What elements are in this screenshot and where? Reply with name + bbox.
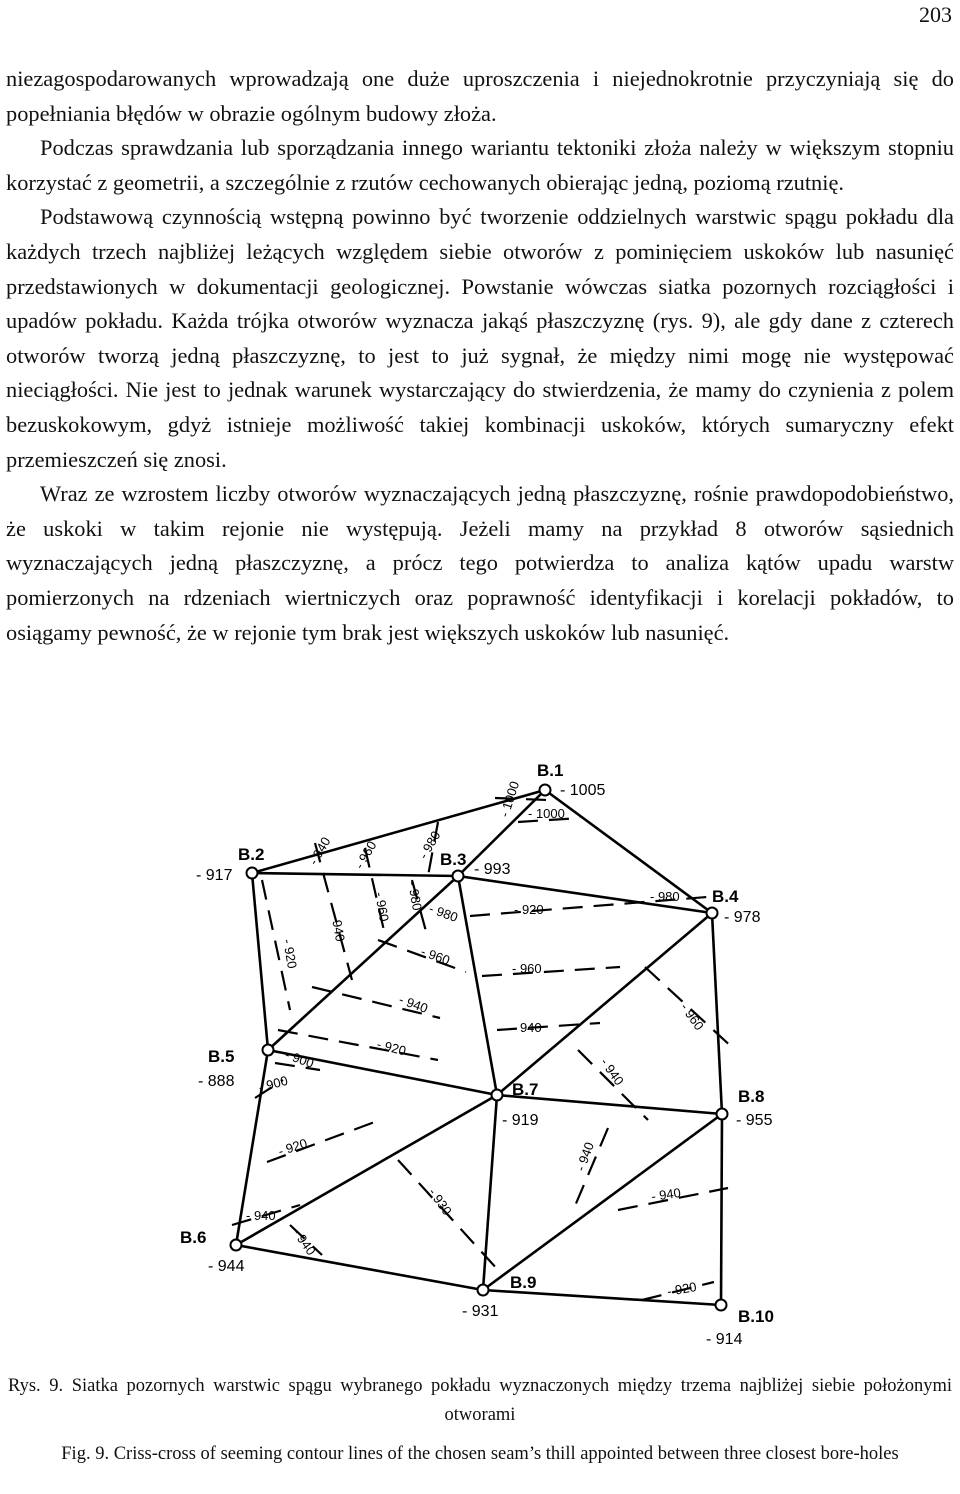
contour-label: - 920 — [514, 902, 544, 917]
borehole-marker — [717, 1109, 728, 1120]
contour-label: - 940 — [572, 1140, 597, 1174]
borehole-name: B.9 — [510, 1273, 537, 1292]
contour-label: - 960 — [351, 838, 380, 872]
borehole-elevation: - 1005 — [560, 782, 606, 799]
contour-label: - 980 — [415, 828, 444, 862]
borehole-marker — [231, 1240, 242, 1251]
borehole-elevation: - 993 — [474, 861, 511, 878]
contour-label: - 1000 — [496, 779, 523, 819]
borehole-name: B.7 — [512, 1080, 539, 1099]
contour-label: - 940 — [246, 1208, 276, 1223]
borehole-name: B.6 — [180, 1228, 207, 1247]
borehole-name: B.10 — [738, 1307, 774, 1326]
borehole-elevation: - 944 — [208, 1258, 245, 1275]
contour-label: - 940 — [512, 1020, 542, 1035]
paragraph: Wraz ze wzrostem liczby otworów wyznaczających jedną płaszczyznę, rośnie prawdopodobieństwo, że uskoki w takim rejonie nie występują. Jeżeli mamy na przykład 8 otworów sąsiednich wyznaczających jedną płaszczyznę, a prócz tego potwierdza to analiza kątów upadu warstw pomierzonych na rdzeniach wiertniczych oraz poprawność identyfikacji i korelacji pokładów, to osiągamy pewność, że w rejonie tym brak jest większych uskoków lub nasunięć. — [6, 481, 954, 645]
contour-label: - 960 — [512, 961, 542, 976]
borehole-elevation: - 978 — [724, 909, 761, 926]
paragraph: niezagospodarowanych wprowadzają one duże uproszczenia i niejednokrotnie przyczyniają się do popełniania błędów w obrazie ogólnym budowy złoża. — [6, 66, 954, 126]
borehole-elevation: - 888 — [198, 1073, 235, 1090]
contour-label: - 940 — [396, 991, 430, 1016]
borehole-marker — [453, 871, 464, 882]
borehole-elevation: - 914 — [706, 1331, 743, 1348]
borehole-name: B.1 — [537, 761, 564, 780]
contour-label: - 960 — [418, 943, 452, 968]
contour-label: - 1000 — [528, 806, 565, 821]
borehole-marker — [263, 1045, 274, 1056]
borehole-elevation: - 919 — [502, 1112, 539, 1129]
contour-label: - 960 — [372, 890, 392, 923]
contour-label: - 940 — [328, 910, 348, 943]
contour-label: - 920 — [276, 1135, 310, 1159]
contour-label: - 960 — [677, 1000, 707, 1034]
contour-label: - 980 — [426, 900, 460, 925]
contour-label: - 900 — [256, 1072, 290, 1095]
borehole-name: B.8 — [738, 1087, 765, 1106]
contour-label: - 980 — [650, 889, 680, 904]
contour-label: - 930 — [425, 1185, 455, 1219]
contour-label: - 920 — [375, 1036, 408, 1059]
contour-label: - 980 — [405, 879, 425, 912]
borehole-marker — [492, 1090, 503, 1101]
borehole-name: B.4 — [712, 887, 739, 906]
contour-label: - 920 — [665, 1279, 698, 1299]
contour-label: - 940 — [650, 1184, 682, 1204]
paragraph: Podczas sprawdzania lub sporządzania innego wariantu tektoniki złoża należy w większym stopniu korzystać z geometrii, a szczególnie z rzutów cechowanych obierając jedną, poziomą rzutnię. — [6, 135, 954, 195]
borehole-marker — [707, 908, 718, 919]
borehole-name: B.5 — [208, 1047, 235, 1066]
borehole-marker — [540, 785, 551, 796]
figure-caption-pl: Rys. 9. Siatka pozornych warstwic spągu wybranego pokładu wyznaczonych między trzema najbliżej siebie położonymi otworami — [8, 1376, 952, 1425]
borehole-contour-figure — [0, 752, 960, 1372]
borehole-elevation: - 931 — [462, 1303, 499, 1320]
page-number: 203 — [919, 2, 952, 27]
body-text — [6, 62, 954, 650]
paragraph: Podstawową czynnością wstępną powinno być tworzenie oddzielnych warstwic spągu pokładu dla każdych trzech najbliżej leżących względem siebie otworów z pominięciem uskoków lub nasunięć przedstawionych w dokumentacji geologicznej. Powstanie wówczas siatka pozornych rozciągłości i upadów pokładu. Każda trójka otworów wyznacza jakąś płaszczyznę (rys. 9), ale gdy dane z czterech otworów tworzą jedną płaszczyznę, to jest to już sygnał, że między nimi mogę nie występować nieciągłości. Nie jest to jednak warunek wystarczający do stwierdzenia, że mamy do czynienia z polem bezuskokowym, gdyż istnieje możliwość takiej kombinacji uskoków, których sumaryczny efekt przemieszczeń się znosi. — [6, 204, 954, 472]
borehole-name: B.3 — [440, 850, 467, 869]
contour-label: - 920 — [280, 937, 300, 970]
borehole-marker — [478, 1285, 489, 1296]
borehole-elevation: - 917 — [196, 867, 233, 884]
contour-label: - 940 — [597, 1055, 627, 1089]
borehole-marker — [716, 1300, 727, 1311]
borehole-elevation: - 955 — [736, 1112, 773, 1129]
contour-label: - 900 — [282, 1046, 316, 1071]
borehole-marker — [247, 868, 258, 879]
contour-label: - 940 — [289, 1225, 319, 1259]
figure-caption-en: Fig. 9. Criss-cross of seeming contour lines of the chosen seam’s thill appointed between three closest bore-holes — [61, 1444, 899, 1464]
borehole-name: B.2 — [238, 845, 265, 864]
contour-label: - 940 — [305, 834, 334, 868]
